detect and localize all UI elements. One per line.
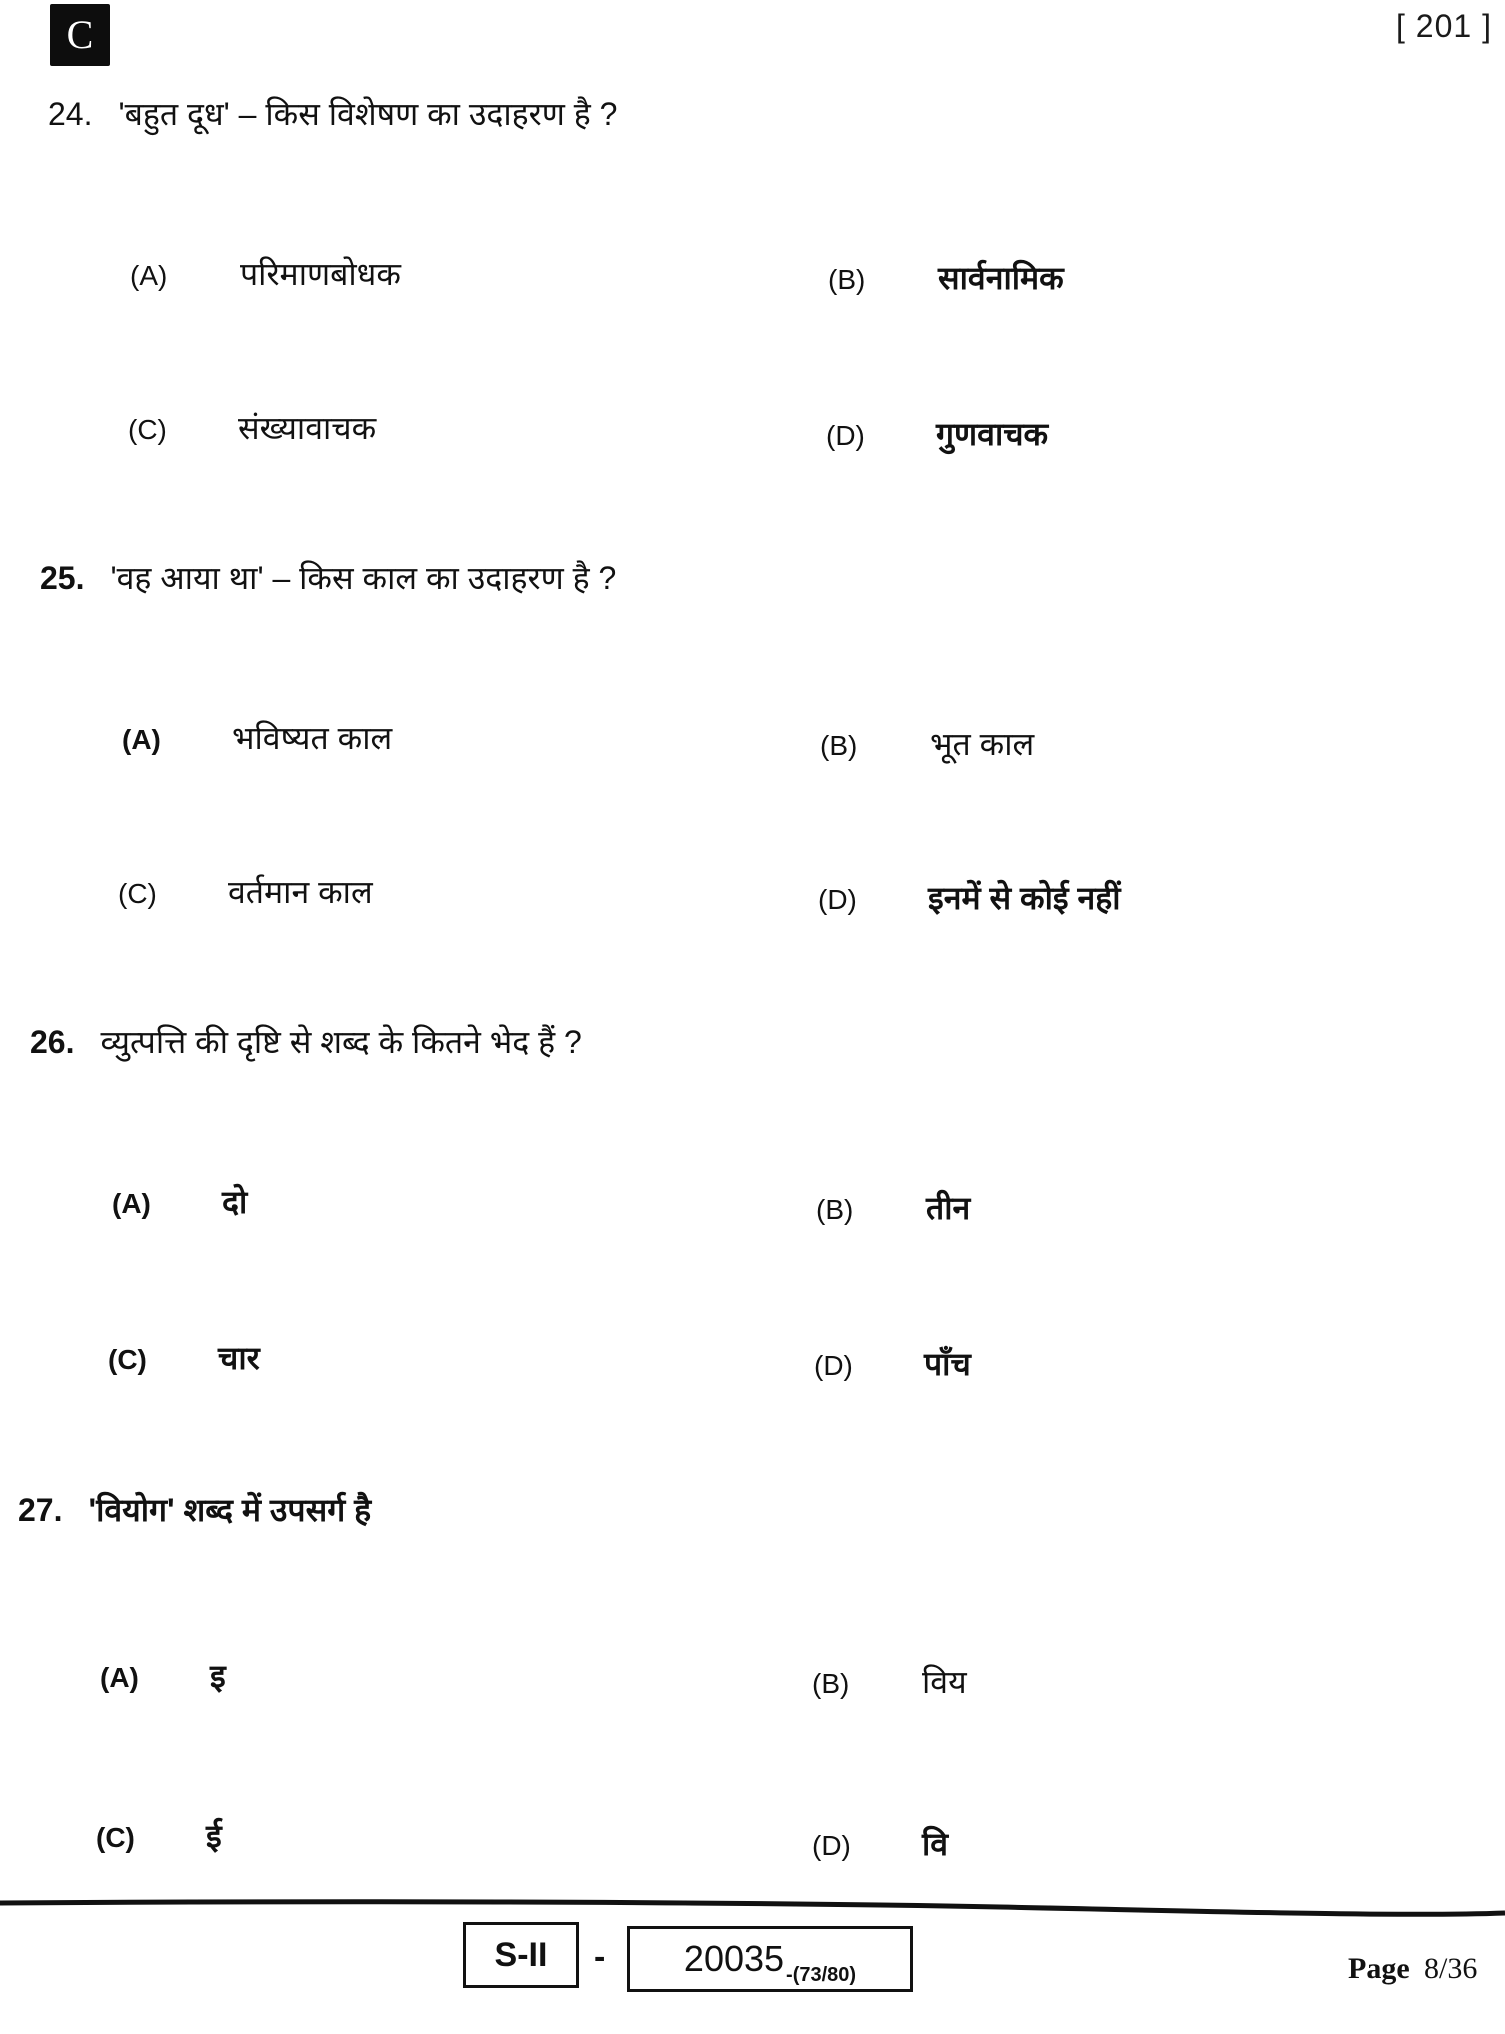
- option-text: परिमाणबोधक: [240, 256, 401, 292]
- question-number: 24.: [48, 96, 93, 132]
- option-text: चार: [218, 1340, 260, 1376]
- option-label: (B): [828, 264, 866, 295]
- series-code-box: [463, 1922, 579, 1988]
- option-label: (A): [100, 1662, 139, 1693]
- q25-option-a[interactable]: [122, 716, 392, 759]
- option-label: (C): [128, 414, 167, 445]
- page-number: [1348, 1952, 1477, 1986]
- q24-option-b[interactable]: [828, 256, 1064, 299]
- option-label: (B): [820, 730, 858, 761]
- option-label: (B): [812, 1668, 850, 1699]
- option-label: (C): [96, 1822, 135, 1853]
- paper-code-box: [627, 1926, 913, 1992]
- q25-option-c[interactable]: [118, 870, 373, 913]
- footer-divider: [0, 1895, 1505, 1925]
- q26-option-a[interactable]: [112, 1180, 247, 1223]
- option-text: दो: [222, 1184, 248, 1220]
- option-label: (B): [816, 1194, 854, 1225]
- option-text: वि: [922, 1826, 949, 1862]
- page-code-top: [ 201 ]: [1396, 8, 1492, 44]
- option-label: (A): [122, 724, 161, 755]
- option-text: वर्तमान काल: [228, 874, 373, 910]
- option-text: भविष्यत काल: [232, 720, 393, 756]
- page-label: Page: [1348, 1952, 1410, 1985]
- option-text: तीन: [926, 1190, 971, 1226]
- question-25: [40, 556, 616, 599]
- series-code: S-II: [494, 1936, 548, 1974]
- option-text: इ: [210, 1658, 226, 1694]
- option-label: (D): [814, 1350, 853, 1381]
- q26-option-c[interactable]: [108, 1336, 260, 1379]
- q24-option-d[interactable]: [826, 412, 1048, 455]
- option-label: (A): [130, 260, 168, 291]
- question-text: 'वियोग' शब्द में उपसर्ग है: [88, 1492, 372, 1528]
- option-text: इनमें से कोई नहीं: [928, 880, 1121, 916]
- q26-option-d[interactable]: [814, 1342, 971, 1385]
- option-text: संख्यावाचक: [238, 410, 377, 446]
- q26-option-b[interactable]: [816, 1186, 970, 1229]
- q27-option-b[interactable]: [812, 1660, 967, 1703]
- page-value: 8/36: [1423, 1952, 1478, 1985]
- question-24: [48, 92, 617, 135]
- option-text: ई: [206, 1818, 222, 1854]
- q24-option-c[interactable]: [128, 406, 376, 449]
- paper-code-suffix: -(73/80): [786, 1964, 857, 1986]
- paper-code: 20035: [683, 1938, 785, 1979]
- option-label: (A): [112, 1188, 151, 1219]
- set-code-badge: C: [50, 4, 110, 66]
- question-text: 'बहुत दूध' – किस विशेषण का उदाहरण है ?: [118, 96, 618, 132]
- option-label: (C): [108, 1344, 147, 1375]
- question-number: 27.: [18, 1492, 63, 1528]
- q24-option-a[interactable]: [130, 252, 401, 295]
- q27-option-a[interactable]: [100, 1654, 226, 1697]
- q27-option-d[interactable]: [812, 1822, 948, 1865]
- option-label: (D): [812, 1830, 851, 1861]
- option-label: (D): [826, 420, 865, 451]
- q25-option-b[interactable]: [820, 722, 1034, 765]
- q25-option-d[interactable]: [818, 876, 1121, 919]
- option-text: विय: [922, 1664, 967, 1700]
- option-label: (D): [818, 884, 857, 915]
- footer-separator: -: [594, 1938, 606, 1976]
- question-text: व्युत्पत्ति की दृष्टि से शब्द के कितने भेद हैं ?: [100, 1024, 582, 1060]
- question-number: 25.: [40, 560, 85, 596]
- question-text: 'वह आया था' – किस काल का उदाहरण है ?: [110, 560, 617, 596]
- question-number: 26.: [30, 1024, 75, 1060]
- option-text: सार्वनामिक: [938, 260, 1064, 296]
- option-label: (C): [118, 878, 157, 909]
- question-27: [18, 1488, 371, 1531]
- option-text: पाँच: [924, 1346, 971, 1382]
- q27-option-c[interactable]: [96, 1814, 222, 1857]
- option-text: गुणवाचक: [936, 416, 1049, 452]
- question-26: [30, 1020, 582, 1063]
- option-text: भूत काल: [930, 726, 1035, 762]
